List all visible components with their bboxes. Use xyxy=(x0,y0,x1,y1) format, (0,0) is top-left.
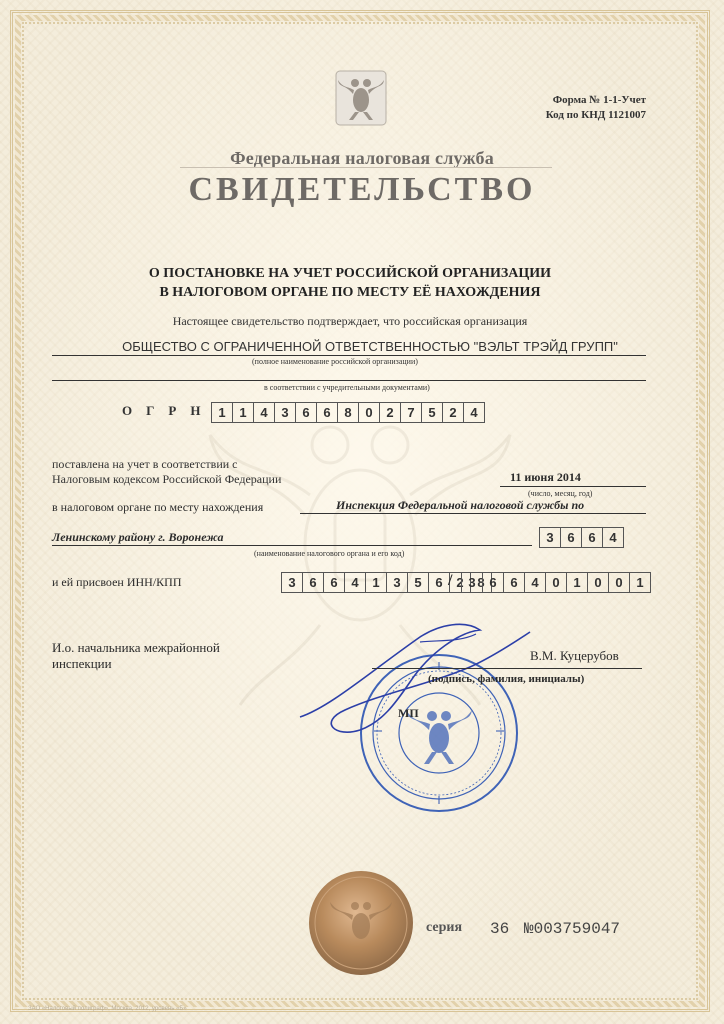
inspection-caption: (наименование налогового органа и его код) xyxy=(254,549,405,558)
hologram-seal-icon xyxy=(306,868,416,978)
ogrn-digit: 0 xyxy=(358,402,380,423)
inspection-code-digit: 6 xyxy=(581,527,603,548)
inn-kpp-separator: / xyxy=(448,572,453,589)
date-caption: (число, месяц, год) xyxy=(528,489,593,498)
inspection-name-1: Инспекция Федеральной налоговой службы по xyxy=(336,498,585,512)
kpp-digit: 1 xyxy=(629,572,651,593)
kpp-digit: 0 xyxy=(545,572,567,593)
title-rule xyxy=(180,167,552,168)
kpp-digit: 0 xyxy=(587,572,609,593)
ogrn-digit: 1 xyxy=(232,402,254,423)
series-label: серия xyxy=(426,920,463,935)
registration-text xyxy=(52,457,281,487)
inn-digit: 2 xyxy=(449,572,471,593)
ogrn-digit: 4 xyxy=(463,402,485,423)
inspection-code xyxy=(540,527,624,548)
registration-line-2: Налоговым кодексом Российской Федерации xyxy=(52,472,282,486)
form-code-block xyxy=(546,93,646,123)
kpp-digit: 4 xyxy=(524,572,546,593)
series-number: 36 xyxy=(490,920,510,938)
coat-of-arms-icon xyxy=(335,70,387,126)
ogrn-label: ОГРН xyxy=(122,403,215,418)
inspection-line-1 xyxy=(300,513,646,514)
ogrn-digit: 2 xyxy=(379,402,401,423)
inn-digit: 5 xyxy=(407,572,429,593)
inspection-code-digit: 6 xyxy=(560,527,582,548)
ogrn-digit: 8 xyxy=(337,402,359,423)
ogrn-digit: 7 xyxy=(400,402,422,423)
inn-digit: 3 xyxy=(281,572,303,593)
signature-line xyxy=(372,668,642,669)
ogrn-digit: 2 xyxy=(442,402,464,423)
certificate-title: СВИДЕТЕЛЬСТВО xyxy=(188,171,536,208)
stamp-place-label: МП xyxy=(398,706,419,720)
signer-position xyxy=(52,640,220,672)
docs-line xyxy=(52,380,646,381)
inn-kpp-label: и ей присвоен ИНН/КПП xyxy=(52,575,182,589)
confirm-text: Настоящее свидетельство подтверждает, что российская организация xyxy=(172,314,528,328)
date-line xyxy=(500,486,646,487)
kpp-digit: 6 xyxy=(482,572,504,593)
inn-digit: 4 xyxy=(344,572,366,593)
ogrn-digit: 6 xyxy=(295,402,317,423)
signer-position-line-1: И.о. начальника межрайонной xyxy=(52,640,220,655)
kpp-digit: 3 xyxy=(461,572,483,593)
inn-digit: 6 xyxy=(323,572,345,593)
certificate-subtitle xyxy=(0,264,700,302)
kpp-digit: 6 xyxy=(503,572,525,593)
knd-code: Код по КНД 1121007 xyxy=(545,109,646,121)
ogrn-digit: 5 xyxy=(421,402,443,423)
printer-footer: ЗАО «Налоговый полиграф», Москва, 2012, уровень «Б» xyxy=(28,1006,187,1012)
serial-number: №003759047 xyxy=(524,920,621,938)
inspection-code-digit: 3 xyxy=(539,527,561,548)
inspection-name-2: Ленинскому району г. Воронежа xyxy=(52,530,224,544)
inn-digit: 8 xyxy=(470,572,492,593)
signature-caption: (подпись, фамилия, инициалы) xyxy=(428,673,585,685)
inn-digit: 1 xyxy=(365,572,387,593)
form-number: Форма № 1-1-Учет xyxy=(552,94,646,106)
inspection-code-digit: 4 xyxy=(602,527,624,548)
ogrn-digit: 4 xyxy=(253,402,275,423)
signer-name: В.М. Куцерубов xyxy=(530,648,619,663)
kpp-digit: 0 xyxy=(608,572,630,593)
org-name-caption: (полное наименование российской организации) xyxy=(252,357,418,366)
kpp-digit: 1 xyxy=(566,572,588,593)
inspection-line-2 xyxy=(52,545,532,546)
ogrn-digits xyxy=(212,402,485,423)
docs-caption: в соответствии с учредительными документами) xyxy=(264,383,430,392)
org-name-line xyxy=(52,355,646,356)
inn-digit: 6 xyxy=(428,572,450,593)
kpp-digits xyxy=(462,572,651,593)
registration-date: 11 июня 2014 xyxy=(510,470,581,484)
ogrn-digit: 6 xyxy=(316,402,338,423)
inn-digit: 3 xyxy=(386,572,408,593)
signer-position-line-2: инспекции xyxy=(52,656,112,671)
ogrn-digit: 3 xyxy=(274,402,296,423)
ogrn-digit: 1 xyxy=(211,402,233,423)
subtitle-line-1: О ПОСТАНОВКЕ НА УЧЕТ РОССИЙСКОЙ ОРГАНИЗАЦИИ xyxy=(148,266,552,281)
tax-service-name: Федеральная налоговая служба xyxy=(230,148,494,168)
inn-digit: 6 xyxy=(302,572,324,593)
subtitle-line-2: В НАЛОГОВОМ ОРГАНЕ ПО МЕСТУ ЕЁ НАХОЖДЕНИЯ xyxy=(159,285,541,300)
place-label: в налоговом органе по месту нахождения xyxy=(52,500,264,514)
organization-name: ОБЩЕСТВО С ОГРАНИЧЕННОЙ ОТВЕТСТВЕННОСТЬЮ "ВЭЛЬТ ТРЭЙД ГРУПП" xyxy=(122,339,618,354)
registration-line-1: поставлена на учет в соответствии с xyxy=(52,457,238,471)
